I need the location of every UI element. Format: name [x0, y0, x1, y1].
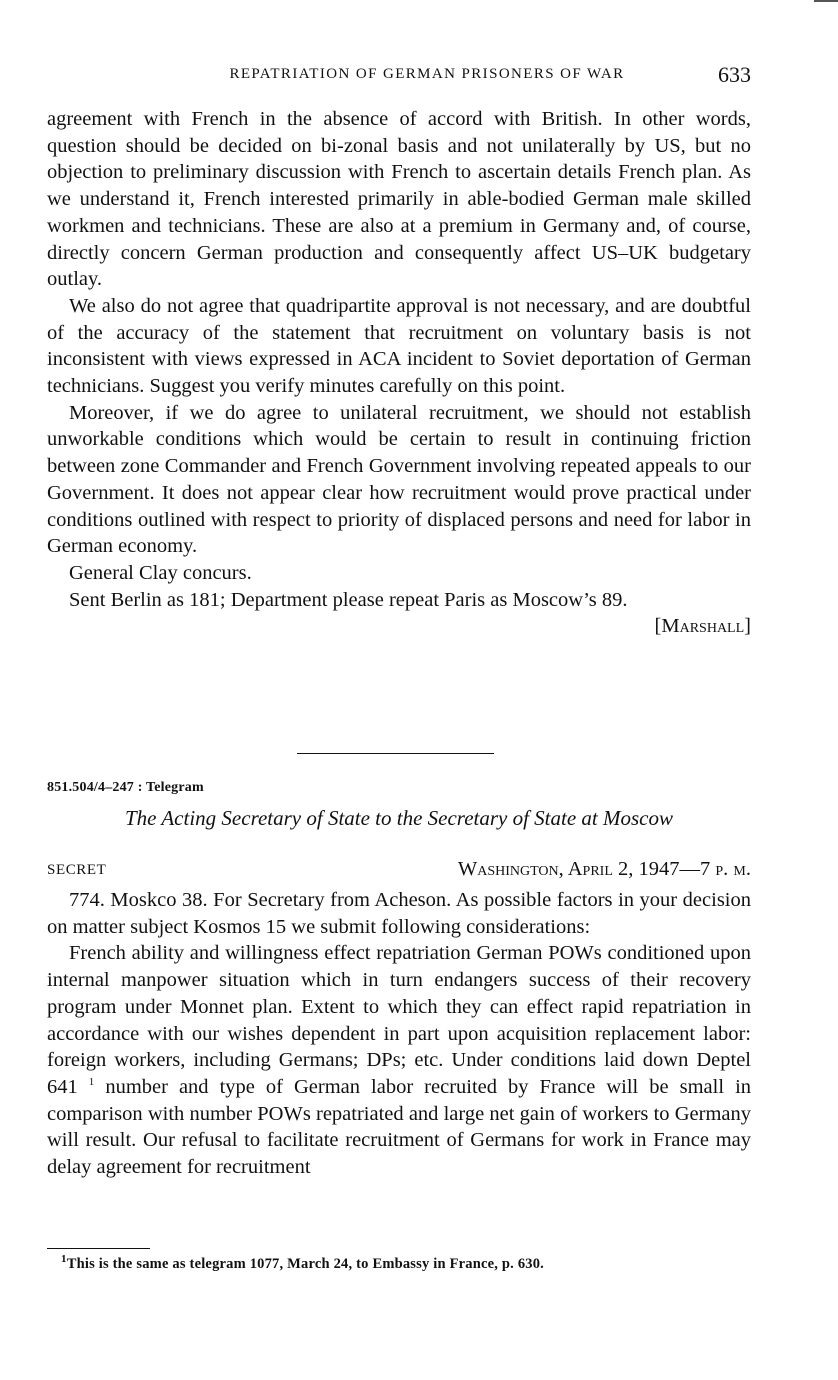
paragraph-2-text-before-note: French ability and willingness effect repatriation German POWs conditioned upon internal manpower situation which in turn endangers success of their recovery program under Monnet plan. Extent to which they can effect rapid repatriation in accordance with our wishes dependent in part upon acquisition replacement labor: foreign workers, including Germans; DPs; etc. Under conditions laid down Deptel 641 — [47, 942, 751, 1098]
dateline-row — [47, 858, 751, 886]
page-number: 633 — [718, 62, 751, 87]
footnote-reference-marker[interactable]: 1 — [88, 1076, 95, 1089]
signature — [47, 613, 751, 640]
footnote-rule — [47, 1248, 150, 1249]
signature-text: [Marshall] — [654, 615, 751, 638]
document-heading: The Acting Secretary of State to the Secretary of State at Moscow — [124, 806, 674, 830]
document2-body — [47, 887, 751, 1181]
footnote — [47, 1253, 751, 1273]
section1-paragraph-1: agreement with French in the absence of accord with British. In other words, question should be decided on bi-zonal basis and not unilaterally by US, but no objection to preliminary discussion with French to ascertain details French plan. As we understand it, French interested primarily in able-bodied German male skilled workmen and technicians. These are also at a premium in Germany and, of course, directly concern German production and consequently affect US–UK budgetary outlay. — [47, 108, 751, 291]
section1-paragraph-4: General Clay concurs. — [69, 561, 252, 584]
section-divider — [297, 753, 494, 754]
section1-paragraph-3: Moreover, if we do agree to unilateral recruitment, we should not establish unworkable conditions which would be certain to result in continuing friction between zone Commander and French Government involving repeated appeals to our Government. It does not appear clear how recruitment would prove practical under conditions outlined with respect to priority of displaced persons and need for labor in German economy. — [47, 401, 751, 558]
footnote-marker: 1 — [61, 1253, 67, 1266]
page-edge-mark — [814, 0, 838, 2]
classification-label: SECRET — [47, 862, 107, 878]
running-header — [47, 62, 751, 92]
running-header-title: REPATRIATION OF GERMAN PRISONERS OF WAR — [229, 66, 625, 82]
paragraph-2-text-after-note: number and type of German labor recruited by France will be small in comparison with number POWs repatriated and large net gain of workers to Germany will result. Our refusal to facilitate recruitment of Germans for work in France may delay agreement for recruitment — [47, 1075, 752, 1179]
footnote-text: This is the same as telegram 1077, March 24, to Embassy in France, p. 630. — [66, 1256, 545, 1272]
section1-body — [47, 106, 751, 640]
section1-paragraph-5: Sent Berlin as 181; Department please repeat Paris as Moscow’s 89. — [69, 588, 628, 611]
document2-paragraph-1: 774. Moskco 38. For Secretary from Acheson. As possible factors in your decision on matter subject Kosmos 15 we submit following considerations: — [47, 889, 751, 938]
section1-paragraph-2: We also do not agree that quadripartite approval is not necessary, and are doubtful of the accuracy of the statement that recruitment on voluntary basis is not inconsistent with views expressed in ACA incident to Soviet deportation of German technicians. Suggest you verify minutes carefully on this point. — [47, 294, 751, 398]
document2-paragraph-2 — [47, 940, 751, 1180]
dateline: Washington, April 2, 1947—7 p. m. — [457, 858, 751, 880]
file-reference: 851.504/4–247 : Telegram — [47, 780, 204, 795]
